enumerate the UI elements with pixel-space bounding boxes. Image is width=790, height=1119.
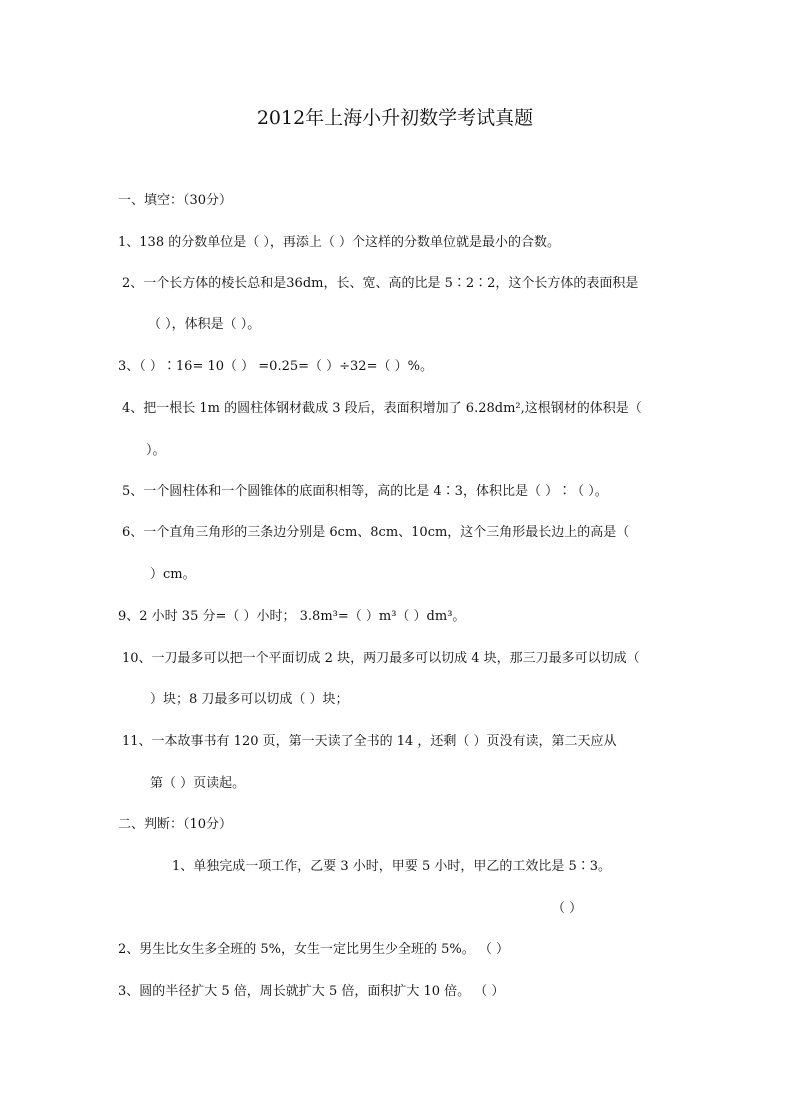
question-10-line-1: 10、一刀最多可以把一个平面切成 2 块，两刀最多可以切成 4 块，那三刀最多可以切成（	[122, 651, 640, 666]
question-4-line-1: 4、把一根长 1m 的圆柱体钢材截成 3 段后，表面积增加了 6.28dm²,这根钢材的体积是（	[122, 401, 642, 416]
question-11-line-1: 11、一本故事书有 120 页，第一天读了全书的 14 ，还剩（ ）页没有读，第二天应从	[122, 734, 617, 749]
question-2-line-1: 2、一个长方体的棱长总和是36dm，长、宽、高的比是 5∶2∶2，这个长方体的表面积是	[122, 276, 639, 291]
question-6-line-1: 6、一个直角三角形的三条边分别是 6cm、8cm、10cm，这个三角形最长边上的高是（	[122, 525, 630, 540]
judgment-question-3: 3、圆的半径扩大 5 倍，周长就扩大 5 倍，面积扩大 10 倍。 （ ）	[118, 984, 505, 999]
judgment-question-1: 1、单独完成一项工作，乙要 3 小时，甲要 5 小时，甲乙的工效比是 5∶3。	[172, 859, 612, 874]
question-9: 9、2 小时 35 分=（ ）小时； 3.8m³=（ ）m³（ ）dm³。	[118, 609, 466, 624]
question-11-line-2: 第（ ）页读起。	[150, 776, 246, 791]
question-4-line-2: ）。	[146, 443, 166, 458]
question-3: 3、（ ）∶16= 10（ ） =0.25=（ ）÷32=（ ）%。	[118, 359, 433, 374]
question-5: 5、一个圆柱体和一个圆锥体的底面积相等，高的比是 4∶3，体积比是（ ）∶（ ）。	[122, 484, 608, 499]
judgment-question-1-answer-blank: （ ）	[552, 901, 583, 916]
section-heading-fill-blank: 一、填空：（30分）	[118, 193, 233, 208]
page-title: 2012年上海小升初数学考试真题	[256, 107, 534, 129]
question-6-line-2: ）cm。	[150, 567, 196, 582]
section-heading-judgment: 二、判断：（10分）	[118, 817, 233, 832]
question-10-line-2: ）块；8 刀最多可以切成（ ）块；	[150, 692, 349, 707]
question-1: 1、138 的分数单位是（ ），再添上（ ）个这样的分数单位就是最小的合数。	[118, 235, 560, 250]
judgment-question-2: 2、男生比女生多全班的 5%，女生一定比男生少全班的 5%。 （ ）	[118, 942, 510, 957]
question-2-line-2: （ ），体积是（ ）。	[148, 317, 261, 332]
